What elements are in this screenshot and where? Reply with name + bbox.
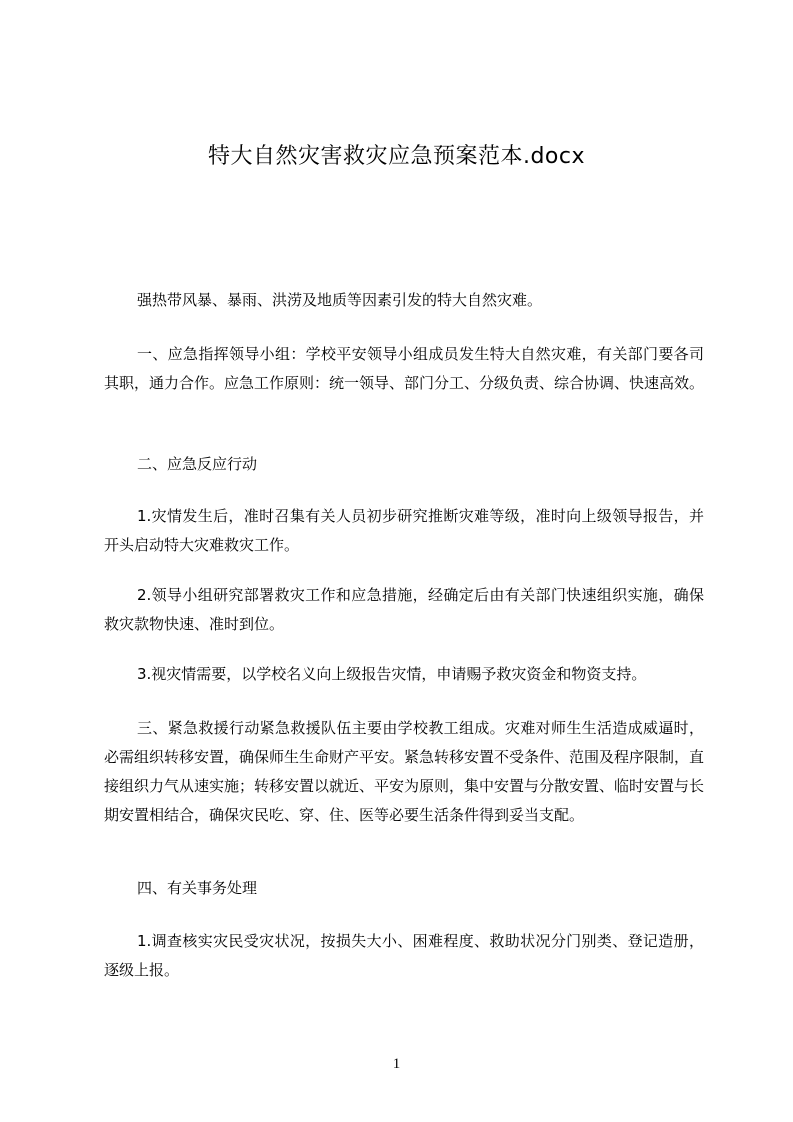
paragraph-section-3: 三、紧急救援行动紧急救援队伍主要由学校教工组成。灾难对师生生活造成威逼时，必需组织转移安置，确保师生生命财产平安。紧急转移安置不受条件、范围及程序限制，直接组织力气从速实施；转移安置以就近、平安为原则，集中安置与分散安置、临时安置与长期安置相结合，确保灾民吃、穿、住、医等必要生活条件得到妥当支配。: [104, 719, 705, 824]
paragraph-intro: 强热带风暴、暴雨、洪涝及地质等因素引发的特大自然灾难。: [137, 291, 543, 309]
paragraph-section-4-item-1: 1.调查核实灾民受灾状况，按损失大小、困难程度、救助状况分门别类、登记造册，逐级上报。: [104, 932, 704, 979]
paragraph-section-2-heading: 二、应急反应行动: [137, 455, 258, 473]
paragraph-section-1: 一、应急指挥领导小组：学校平安领导小组成员发生特大自然灾难，有关部门要各司其职，通力合作。应急工作原则：统一领导、部门分工、分级负责、综合协调、快速高效。: [104, 345, 705, 392]
paragraph-section-2-item-2: 2.领导小组研究部署救灾工作和应急措施，经确定后由有关部门快速组织实施，确保救灾款物快速、准时到位。: [104, 586, 704, 633]
paragraph-section-2-item-3: 3.视灾情需要，以学校名义向上级报告灾情，申请赐予救灾资金和物资支持。: [137, 665, 647, 683]
page-number: 1: [392, 1056, 401, 1072]
paragraph-section-4-heading: 四、有关事务处理: [137, 879, 258, 897]
document-title: 特大自然灾害救灾应急预案范本.docx: [207, 144, 586, 169]
paragraph-section-2-item-1: 1.灾情发生后，准时召集有关人员初步研究推断灾难等级，准时向上级领导报告，并开头启动特大灾难救灾工作。: [104, 507, 704, 554]
